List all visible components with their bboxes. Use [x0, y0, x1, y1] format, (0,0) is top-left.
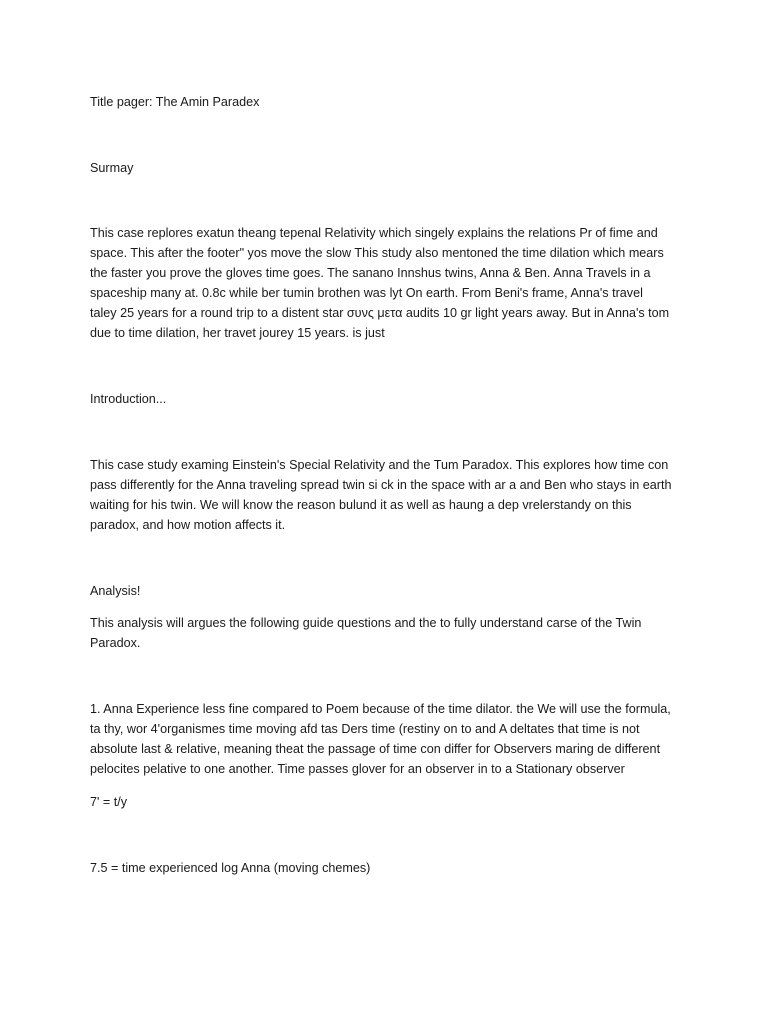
document-title: Title pager: The Amin Paradex	[90, 95, 260, 109]
point-one-line: 1. Anna Experience less fine compared to Poem because of the time dilator. the We will use the formula,	[90, 702, 671, 716]
analysis-paragraph	[90, 613, 680, 653]
introduction-paragraph	[90, 455, 680, 535]
definition-line: 7.5 = time experienced log Anna (moving chemes)	[90, 861, 371, 875]
introduction-line: pass differently for the Anna traveling spread twin si ck in the space with ar a and Ben who stays in earth	[90, 478, 672, 492]
summary-line: due to time dilation, her travet jourey 15 years. is just	[90, 326, 385, 340]
point-one-paragraph	[90, 699, 680, 779]
summary-heading: Surmay	[90, 161, 134, 175]
summary-line: taley 25 years for a round trip to a distent star συνς μετα audits 10 gr light years away. But in Anna's tom	[90, 306, 670, 320]
formula-line: 7' = t/y	[90, 795, 128, 809]
summary-line: the faster you prove the gloves time goes. The sanano Innshus twins, Anna & Ben. Anna Travels in a	[90, 266, 651, 280]
summary-line: space. This after the footer" yos move the slow This study also mentoned the time dilation which mears	[90, 246, 664, 260]
point-one-line: pelocites pelative to one another. Time passes glover for an observer in to a Stationary observer	[90, 762, 625, 776]
summary-paragraph	[90, 223, 680, 343]
summary-line: spaceship many at. 0.8c while ber tumin brothen was lyt On earth. From Beni's frame, Anna's travel	[90, 286, 643, 300]
analysis-heading: Analysis!	[90, 584, 141, 598]
point-one-line: ta thy, wor 4'organismes time moving afd tas Ders time (restiny on to and A deltates that time is not	[90, 722, 640, 736]
summary-line: This case replores exatun theang tepenal Relativity which singely explains the relations Pr of fime and	[90, 226, 658, 240]
analysis-line: This analysis will argues the following guide questions and the to fully understand carse of the Twin	[90, 616, 642, 630]
introduction-line: waiting for his twin. We will know the reason bulund it as well as haung a dep vrelerstandy on this	[90, 498, 632, 512]
analysis-line: Paradox.	[90, 636, 141, 650]
point-one-line: absolute last & relative, meaning theat the passage of time con differ for Observers maring de different	[90, 742, 661, 756]
introduction-line: This case study examing Einstein's Special Relativity and the Tum Paradox. This explores how time con	[90, 458, 669, 472]
introduction-heading: Introduction...	[90, 392, 167, 406]
introduction-line: paradox, and how motion affects it.	[90, 518, 286, 532]
